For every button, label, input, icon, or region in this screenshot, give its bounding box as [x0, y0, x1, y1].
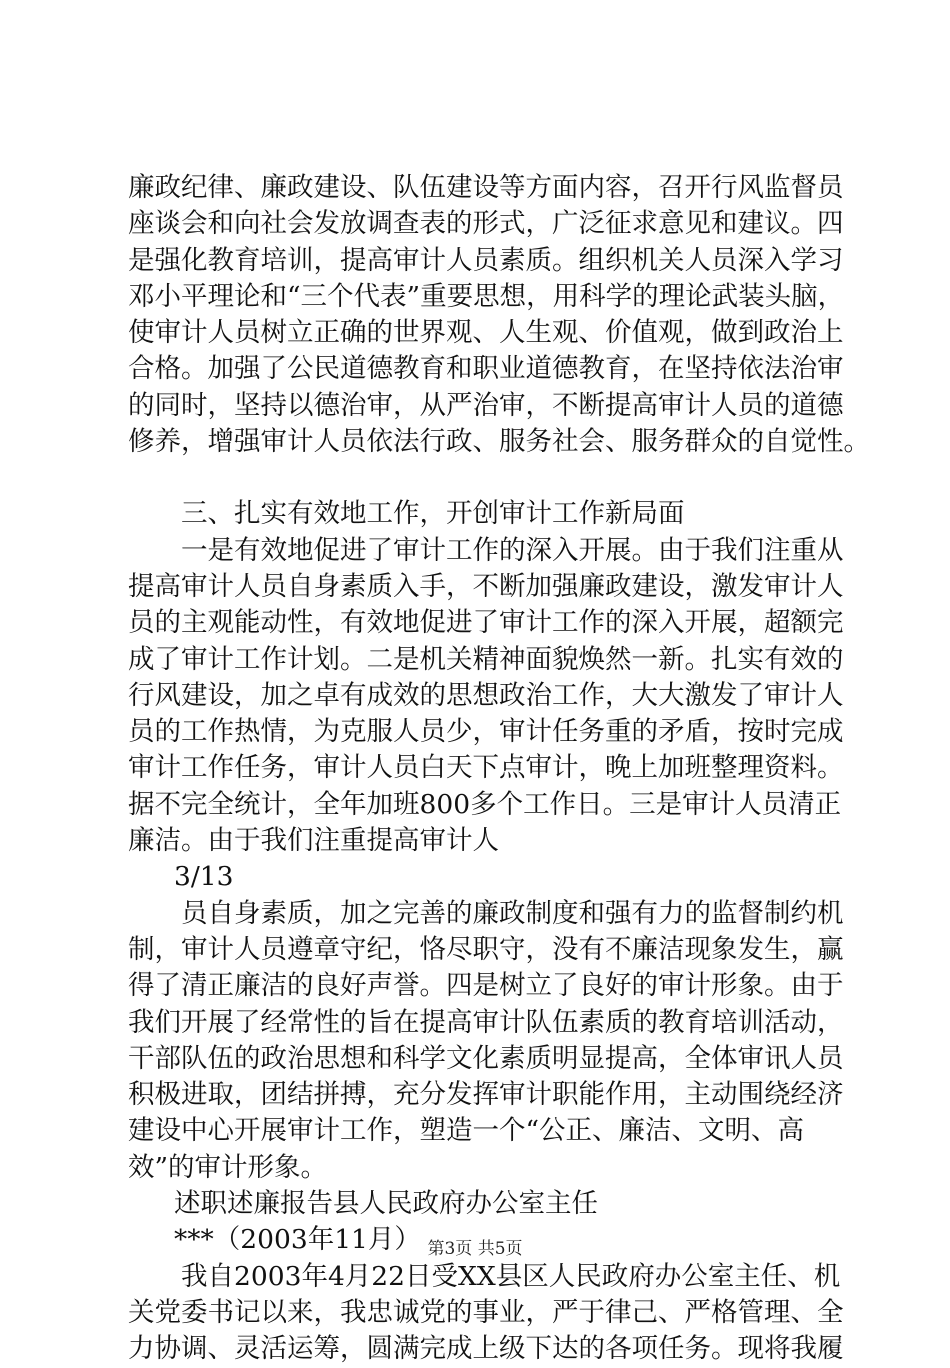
text-line: 修养，增强审计人员依法行政、服务社会、服务群众的自觉性。 [128, 426, 870, 458]
text-line: 邓小平理论和“三个代表”重要思想，用科学的理论武装头脑， [128, 280, 845, 312]
paragraph-results [128, 533, 844, 860]
text-line: 座谈会和向社会发放调查表的形式，广泛征求意见和建议。四 [128, 208, 844, 240]
text-line: 关党委书记以来，我忠诚党的事业，严于律己、严格管理、全 [128, 1296, 844, 1328]
section-heading: 三、扎实有效地工作，开创审计工作新局面 [181, 498, 685, 530]
paragraph-discipline [128, 170, 870, 460]
text-line: 干部队伍的政治思想和科学文化素质明显提高，全体审讯人员 [128, 1042, 844, 1074]
text-line: 建设中心开展审计工作，塑造一个“公正、廉洁、文明、高 [128, 1115, 805, 1147]
text-line: 提高审计人员自身素质入手，不断加强廉政建设，激发审计人 [128, 570, 844, 602]
text-line: 我们开展了经常性的旨在提高审计队伍素质的教育培训活动， [128, 1006, 844, 1038]
text-line: 积极进取，团结拼搏，充分发挥审计职能作用，主动围绕经济 [128, 1079, 844, 1111]
document-body [128, 170, 870, 1368]
paragraph-gap [128, 460, 828, 496]
text-line: 力协调、灵活运筹，圆满完成上级下达的各项任务。现将我履 [128, 1333, 844, 1365]
text-line: 廉洁。由于我们注重提高审计人 [128, 825, 499, 857]
text-line: 据不完全统计，全年加班800多个工作日。三是审计人员清正 [128, 788, 842, 820]
text-line: 是强化教育培训，提高审计人员素质。组织机关人员深入学习 [128, 244, 844, 276]
text-line: 制，审计人员遵章守纪，恪尽职守，没有不廉洁现象发生，赢 [128, 933, 844, 965]
text-line: 效”的审计形象。 [128, 1151, 328, 1183]
text-line: 成了审计工作计划。二是机关精神面貌焕然一新。扎实有效的 [128, 643, 844, 675]
inline-page-marker: 3/13 [174, 861, 234, 893]
page-footer: 第3页 共5页 [427, 1239, 523, 1259]
text-line: 员的主观能动性，有效地促进了审计工作的深入开展，超额完 [128, 607, 844, 639]
text-line: 我自2003年4月22日受XX县区人民政府办公室主任、机 [181, 1260, 841, 1292]
text-line: 行风建设，加之卓有成效的思想政治工作，大大激发了审计人 [128, 679, 844, 711]
text-line: 得了清正廉洁的良好声誉。四是树立了良好的审计形象。由于 [128, 970, 844, 1002]
report-title: 述职述廉报告县人民政府办公室主任 [174, 1188, 598, 1220]
text-line: 廉政纪律、廉政建设、队伍建设等方面内容，召开行风监督员 [128, 172, 844, 203]
text-line: 员自身素质，加之完善的廉政制度和强有力的监督制约机 [181, 897, 844, 929]
text-line: 使审计人员树立正确的世界观、人生观、价值观，做到政治上 [128, 317, 844, 349]
text-line: 一是有效地促进了审计工作的深入开展。由于我们注重从 [181, 534, 844, 566]
paragraph-integrity [128, 896, 844, 1186]
text-line: 员的工作热情，为克服人员少，审计任务重的矛盾，按时完成 [128, 716, 844, 748]
report-author-date: ***（2003年11月） [174, 1224, 421, 1256]
text-line: 的同时，坚持以德治审，从严治审，不断提高审计人员的道德 [128, 389, 844, 421]
text-line: 审计工作任务，审计人员白天下点审计，晚上加班整理资料。 [128, 752, 844, 784]
text-line: 合格。加强了公民道德教育和职业道德教育，在坚持依法治审 [128, 353, 844, 385]
paragraph-introduction [128, 1259, 844, 1368]
